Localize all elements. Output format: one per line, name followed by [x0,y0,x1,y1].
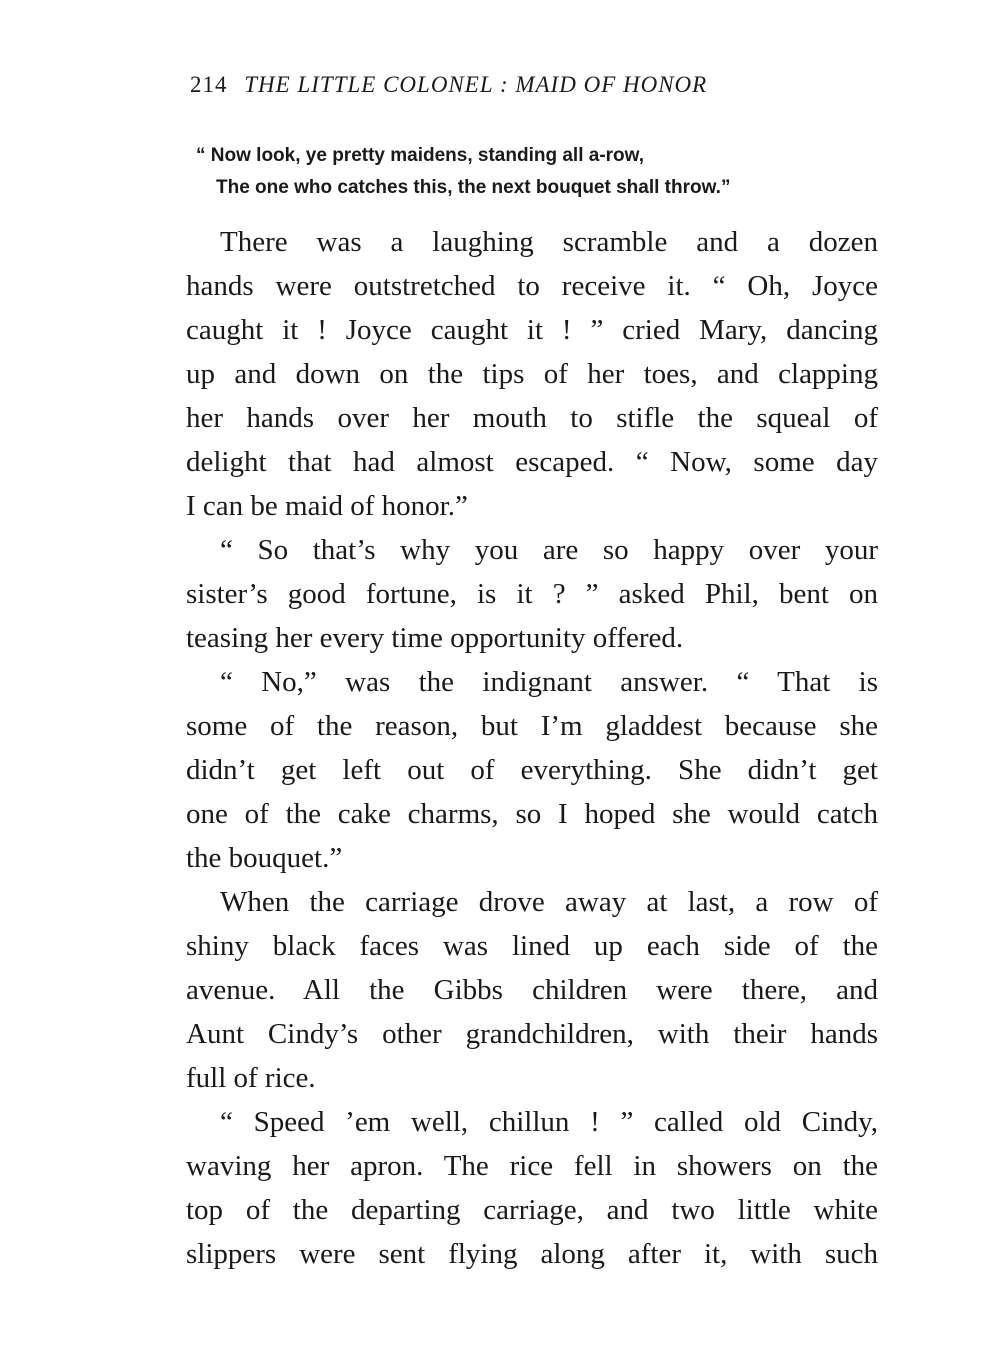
verse-quote [190,140,890,204]
verse-line: The one who catches this, the next bouquet shall throw.” [216,177,731,198]
text-line: “ So that’s why you are so happy over your [220,534,878,566]
text-line: full of rice. [186,1062,316,1094]
text-line: sister’s good fortune, is it ? ” asked Phil, bent on [186,578,878,610]
paragraph [186,1100,878,1276]
paragraph [186,528,878,660]
text-line: the bouquet.” [186,842,343,874]
text-line: didn’t get left out of everything. She didn’t get [186,754,878,786]
paragraph [186,660,878,880]
text-line: When the carriage drove away at last, a row of [220,886,878,918]
paragraph [186,220,878,528]
text-line: teasing her every time opportunity offered. [186,622,684,654]
text-line: “ No,” was the indignant answer. “ That is [220,666,878,698]
verse-line: “ Now look, ye pretty maidens, standing all a-row, [196,145,644,166]
page-number: 214 [190,72,228,97]
text-line: caught it ! Joyce caught it ! ” cried Mary, dancing [186,314,878,346]
running-head [190,72,890,98]
text-line: shiny black faces was lined up each side of the [186,930,878,962]
text-line: waving her apron. The rice fell in showers on the [186,1150,878,1182]
text-line: delight that had almost escaped. “ Now, some day [186,446,878,478]
book-title: THE LITTLE COLONEL : MAID OF HONOR [244,72,708,97]
text-line: some of the reason, but I’m gladdest because she [186,710,878,742]
text-line: hands were outstretched to receive it. “ Oh, Joyce [186,270,878,302]
text-line: slippers were sent flying along after it, with such [186,1238,878,1270]
text-line: avenue. All the Gibbs children were there, and [186,974,878,1006]
text-line: Aunt Cindy’s other grandchildren, with their hands [186,1018,878,1050]
text-line: up and down on the tips of her toes, and clapping [186,358,878,390]
text-line: There was a laughing scramble and a dozen [220,226,878,258]
text-line: I can be maid of honor.” [186,490,468,522]
text-line: top of the departing carriage, and two little white [186,1194,878,1226]
text-line: her hands over her mouth to stifle the squeal of [186,402,878,434]
paragraph [186,880,878,1100]
text-line: one of the cake charms, so I hoped she would catch [186,798,878,830]
body-text [186,220,878,1276]
text-line: “ Speed ’em well, chillun ! ” called old Cindy, [220,1106,878,1138]
